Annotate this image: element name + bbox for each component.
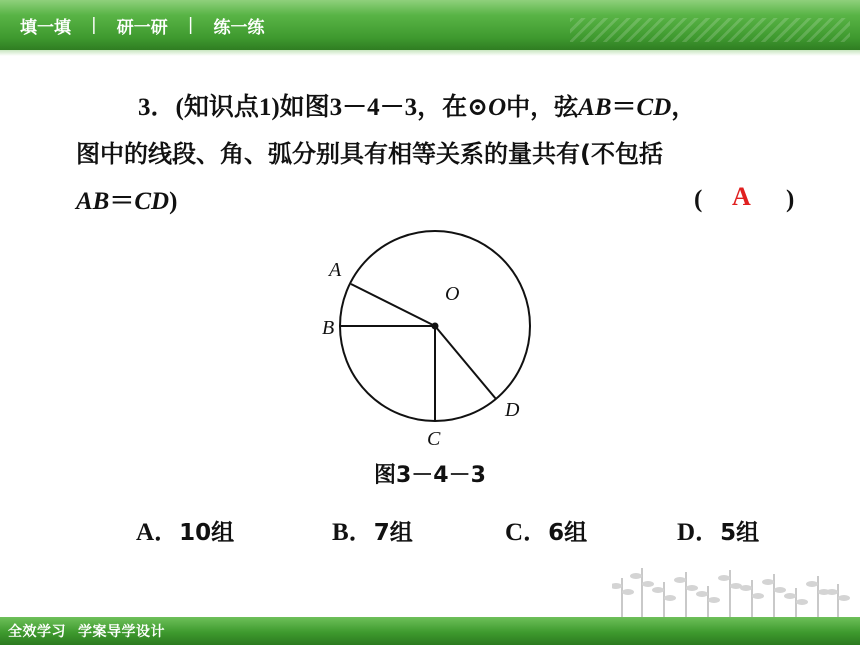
question-text-mid: 中，弦 — [506, 93, 579, 121]
label-o: O — [445, 283, 460, 305]
question-prefix: 3．(知识点1)如图3－4－3，在⊙ — [138, 94, 489, 121]
chord-ab: AB — [578, 94, 612, 121]
bottom-footer-bar — [0, 617, 860, 645]
plant-decoration — [612, 560, 852, 620]
question-text-body: 图中的线段、角、弧分别具有相等关系的量共有(不包括 — [76, 140, 663, 168]
radius-oa — [351, 284, 435, 326]
option-a-value: 10组 — [179, 520, 235, 546]
header-stripe-decoration — [570, 18, 850, 42]
tab-practice[interactable]: 练一练 — [213, 17, 265, 38]
section-tabs — [14, 12, 270, 38]
question-line-2 — [76, 131, 788, 178]
tab-separator: | — [187, 15, 194, 35]
footer-right-text: 学案导学设计 — [78, 624, 165, 640]
label-a: A — [329, 259, 342, 281]
chord-cd: CD — [134, 188, 170, 215]
tab-separator: | — [91, 15, 97, 35]
circle-center-label: O — [488, 94, 507, 121]
option-c-value: 6组 — [548, 520, 588, 546]
header-divider — [0, 50, 860, 56]
label-d: D — [505, 399, 520, 421]
footer-brand — [8, 621, 177, 641]
option-b[interactable] — [332, 512, 413, 548]
option-b-value: 7组 — [373, 520, 413, 546]
answer-text: A — [732, 182, 751, 211]
footer-left-text: 全效学习 — [8, 624, 66, 640]
option-d-value: 5组 — [720, 520, 760, 546]
circle-figure — [318, 226, 538, 456]
option-b-key: B． — [332, 519, 374, 546]
top-header-bar — [0, 0, 860, 50]
comma: ， — [671, 94, 697, 121]
circle-diagram — [318, 226, 538, 456]
chord-cd: CD — [636, 94, 672, 121]
center-point — [432, 323, 439, 330]
figure-caption: 图3－4－3 — [374, 463, 486, 488]
plant-sprouts-icon — [612, 560, 852, 620]
equals-sign: ＝ — [611, 94, 637, 121]
question-line-1 — [76, 84, 788, 131]
answer-bracket — [694, 184, 804, 224]
option-c[interactable] — [505, 512, 587, 548]
chord-ab: AB — [76, 188, 110, 215]
answer-bracket-close: ) — [786, 186, 795, 213]
label-b: B — [322, 317, 335, 339]
radius-od — [435, 326, 496, 399]
option-c-key: C． — [505, 519, 549, 546]
close-paren: ) — [169, 188, 178, 215]
equals-sign: ＝ — [109, 188, 135, 215]
question-text — [76, 84, 788, 225]
option-a-key: A． — [136, 519, 180, 546]
tab-fill[interactable]: 填一填 — [20, 17, 71, 38]
option-d[interactable] — [677, 512, 759, 548]
label-c: C — [427, 428, 441, 450]
option-a[interactable] — [136, 512, 234, 548]
tab-study[interactable]: 研一研 — [116, 17, 168, 38]
question-line-3 — [76, 178, 788, 225]
option-d-key: D． — [677, 519, 721, 546]
answer-bracket-open: ( — [694, 186, 703, 213]
